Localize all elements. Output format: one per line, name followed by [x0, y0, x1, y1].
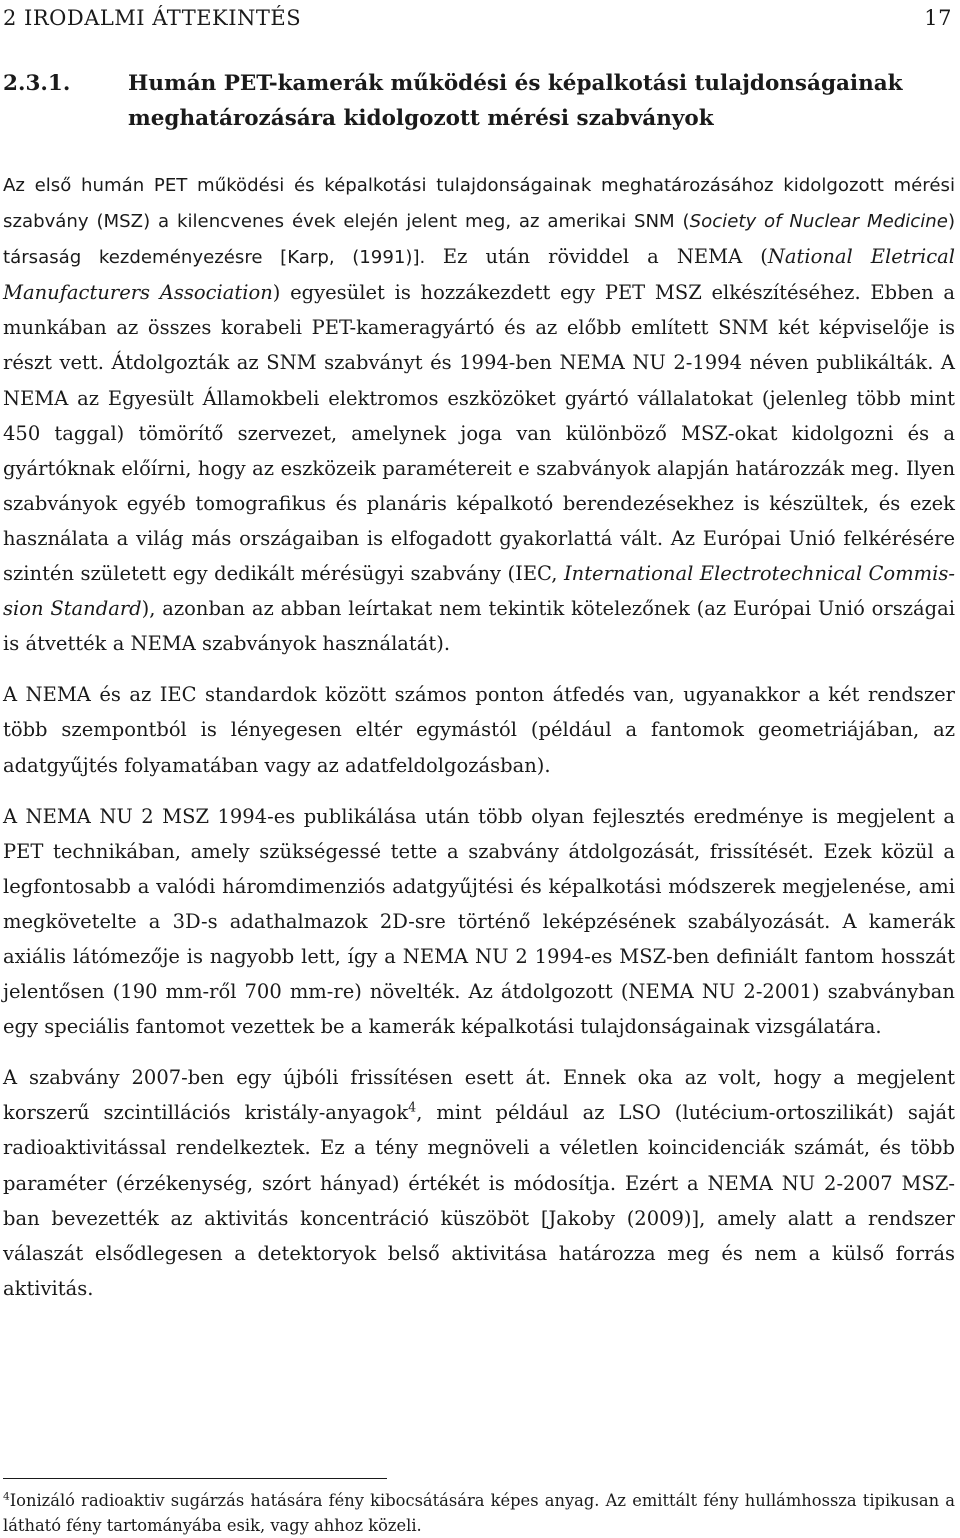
text-run: ), azonban az abban leírtakat nem tekintik kötelezőnek (az Európai Unió országai is átvették a NEMA szabványok használatát).	[3, 597, 955, 656]
paragraph	[3, 799, 955, 1045]
text-run: ) társaság kezdeményezésre [Karp, (1991)].	[3, 211, 956, 269]
footnote-reference: 4	[408, 1099, 417, 1115]
page-number: 17	[924, 6, 952, 30]
text-run: Ez után röviddel a NEMA (	[442, 245, 768, 269]
footnote-text: Ionizáló radioaktiv sugárzás hatására fény kibocsátására képes anyag. Az emittált fény hullámhossza tipikusan a látható fény tartományába esik, vagy ahhoz közeli.	[3, 1491, 955, 1535]
chapter-label: 2 IRODALMI ÁTTEKINTÉS	[3, 6, 302, 30]
section-number: 2.3.1.	[3, 71, 71, 96]
paragraph	[3, 677, 955, 782]
footnote-rule	[3, 1478, 387, 1479]
section-title: Humán PET-kamerák működési és képalkotási tulajdonságainak meghatározására kidolgozott mérési szabványok	[128, 71, 903, 131]
text-run: ) egyesület is hozzákezdett egy PET MSZ elkészítéséhez. Ebben a munkában az összes korabeli PET-kameragyártó és az előbb említett SNM két képviselője is részt vett. Átdolgozták az SNM szabványt és 1994-ben NEMA NU 2-1994 néven publikálták. A NEMA az Egyesült Államokbeli elektromos eszközöket gyártó vállalatokat (jelenleg több mint 450 taggal) tömörítő szervezet, amelynek joga van különböző MSZ-okat kidolgozni és a gyártóknak előírni, hogy az eszközeik paramétereit e szabványok alapján határozzák meg. Ilyen szabványok egyéb tomografikus és planáris képalkotó berendezésekhez is készültek, és ezek használata a világ más országaiban is elfogadott gyakorlattá vált. Az Európai Unió felkérésére szintén született egy dedikált mérésügyi szabvány (IEC,	[3, 281, 956, 586]
italic-term: National Eletrical Manufacturers Association	[3, 245, 955, 305]
text-run: Az első humán PET működési és képalkotási tulajdonságainak meghatározásához kidolgozott mérési szabvány (MSZ) a kilencvenes évek elején jelent meg, az amerikai SNM (	[3, 175, 955, 233]
paragraph	[3, 167, 955, 661]
footnote-marker: 4	[3, 1490, 10, 1503]
text-run: A NEMA és az IEC standardok között számos ponton átfedés van, ugyanakkor a két rendszer több szempontból is lényegesen eltér egymástól (például a fantomok geometriájában, az adatgyűjtés folyamatában vagy az adatfeldolgozásban).	[3, 683, 955, 777]
paragraph	[3, 1060, 955, 1306]
footnote	[3, 1488, 955, 1538]
italic-term: International Electrotechnical Commission Standard	[3, 562, 955, 621]
running-header	[3, 2, 952, 34]
section-heading	[3, 66, 953, 136]
text-run: , mint például az LSO (lutécium-ortoszilikát) saját radioaktivitással rendelkeztek. Ez a tény megnöveli a véletlen koincidenciák számát, és több paraméter (érzékenység, szórt hányad) értékét is módosítja. Ezért a NEMA NU 2-2007 MSZ-ban bevezették az aktivitás koncentráció küszöböt [Jakoby (2009)], amely alatt a rendszer válaszát elsődlegesen a detektoryok belső aktivitása határozza meg és nem a külső forrás aktivitás.	[3, 1101, 955, 1300]
text-run: A NEMA NU 2 MSZ 1994-es publikálása után több olyan fejlesztés eredménye is megjelent a PET technikában, amely szükségessé tette a szabvány átdolgozását, frissítését. Ezek közül a legfontosabb a valódi háromdimenziós adatgyűjtési és képalkotási módszerek megjelenése, ami megkövetelte a 3D-s adathalmazok 2D-sre történő leképzésének szabályozását. A kamerák axiális látómezője is nagyobb lett, így a NEMA NU 2 1994-es MSZ-ben definiált fantom hosszát jelentősen (190 mm-ről 700 mm-re) növelték. Az átdolgozott (NEMA NU 2-2001) szabványban egy speciális fantomot vezettek be a kamerák képalkotási tulajdonságainak vizsgálatára.	[3, 804, 955, 1039]
body-text	[3, 167, 955, 1322]
text-run: A szabvány 2007-ben egy újbóli frissítésen esett át. Ennek oka az volt, hogy a megjelent korszerű szcintillációs kristály-anyagok	[3, 1066, 955, 1125]
italic-term: Society of Nuclear Medicine	[689, 211, 948, 233]
